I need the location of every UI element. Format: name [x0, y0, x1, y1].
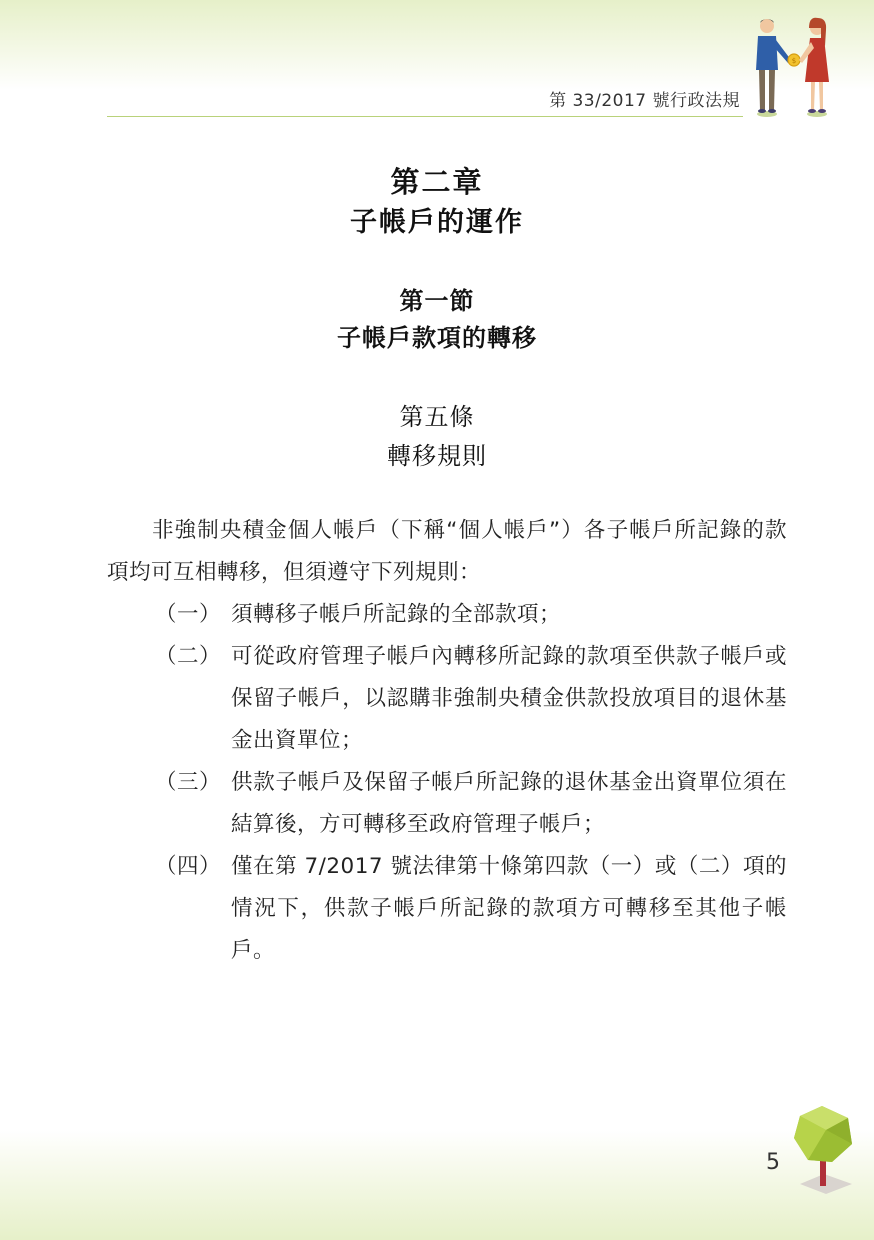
rule-item-text: 須轉移子帳戶所記錄的全部款項；	[231, 602, 562, 627]
chapter-heading: 第二章	[390, 165, 484, 199]
section-heading: 第一節	[399, 287, 475, 315]
article-heading: 第五條	[399, 403, 475, 431]
header-background	[0, 0, 874, 90]
rule-item-text: 供款子帳戶及保留子帳戶所記錄的退休基金出資單位須在結算後，方可轉移至政府管理子帳戶；	[231, 770, 787, 837]
article-intro-paragraph: 非強制央積金個人帳戶（下稱“個人帳戶”）各子帳戶所記錄的款項均可互相轉移，但須遵守下列規則：	[107, 518, 787, 585]
regulation-number-header: 第 33/2017 號行政法規	[549, 91, 740, 111]
page-number: 5	[766, 1150, 780, 1175]
rule-item-marker: （三）	[155, 770, 222, 795]
rule-item-3	[155, 762, 787, 846]
rule-item-1	[155, 594, 787, 636]
section-title: 子帳戶款項的轉移	[337, 324, 537, 352]
svg-text:$: $	[791, 57, 797, 65]
tree-icon	[786, 1102, 858, 1198]
rule-item-4	[155, 846, 787, 972]
rule-item-text: 可從政府管理子帳戶內轉移所記錄的款項至供款子帳戶或保留子帳戶，以認購非強制央積金供款投放項目的退休基金出資單位；	[231, 644, 787, 753]
people-exchanging-coin-icon	[745, 14, 845, 122]
footer-background	[0, 1130, 874, 1240]
chapter-title: 子帳戶的運作	[350, 207, 524, 238]
rule-item-2	[155, 636, 787, 762]
article-title: 轉移規則	[387, 442, 487, 470]
rule-item-text: 僅在第 7/2017 號法律第十條第四款（一）或（二）項的情況下，供款子帳戶所記錄的款項方可轉移至其他子帳戶。	[231, 854, 787, 963]
header-divider	[107, 116, 743, 117]
rule-item-marker: （一）	[155, 602, 222, 627]
rule-item-marker: （四）	[155, 854, 222, 879]
rule-item-marker: （二）	[155, 644, 222, 669]
